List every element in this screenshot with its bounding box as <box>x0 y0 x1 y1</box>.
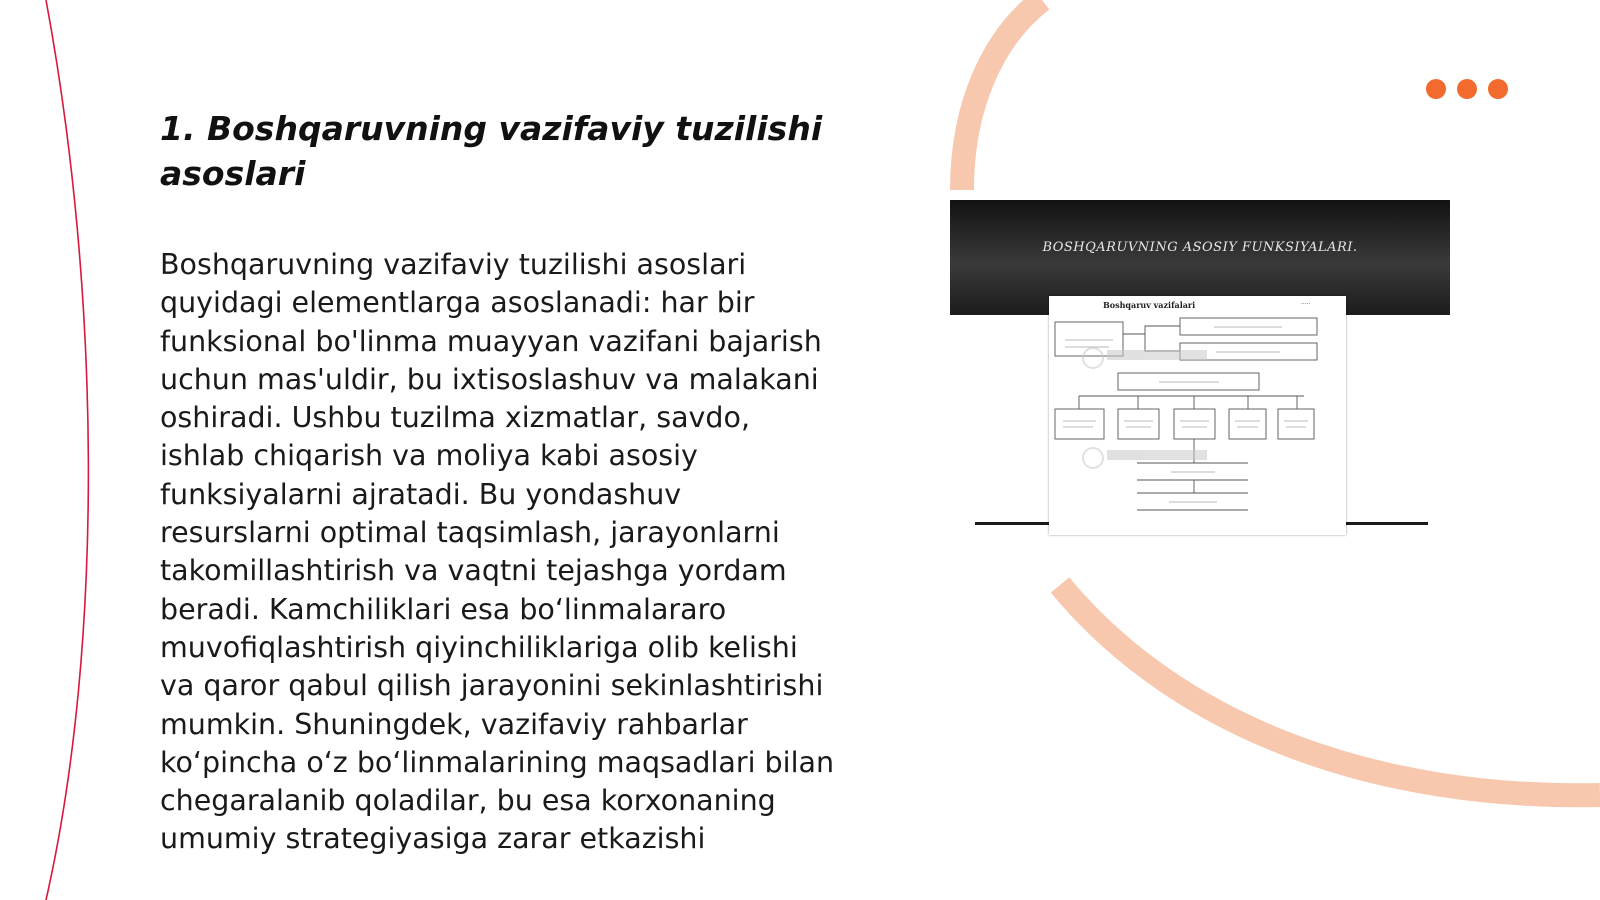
dot-1 <box>1426 79 1446 99</box>
dot-3 <box>1488 79 1508 99</box>
org-box-top-1 <box>1180 318 1317 335</box>
org-box-unit-3 <box>1174 409 1215 439</box>
image-baseline-right <box>1346 522 1428 525</box>
doc-heading: Boshqaruv vazifalari <box>1103 300 1196 310</box>
org-box-middle <box>1118 373 1259 390</box>
org-chart-image <box>950 200 1450 535</box>
doc-note: ····· <box>1301 301 1311 308</box>
menu-dots <box>1426 79 1508 99</box>
slide-title: 1. Boshqaruvning vazifaviy tuzilishi asoslari <box>160 109 823 193</box>
dot-2 <box>1457 79 1477 99</box>
org-box-unit-1 <box>1055 409 1104 439</box>
orange-ring-arc-bottom <box>1060 585 1600 795</box>
org-box-unit-5 <box>1278 409 1314 439</box>
org-chart-document <box>1049 296 1346 535</box>
org-chart-diagram <box>1049 296 1346 535</box>
left-red-curve <box>46 0 88 900</box>
slide-body-text: Boshqaruvning vazifaviy tuzilishi asoslari quyidagi elementlarga asoslanadi: har bir funksional bo'linma muayyan vazifani bajarish uchun mas'uldir, bu ixtisoslashuv va malakani oshiradi. Ushbu tuzilma xizmatlar, savdo, ishlab chiqarish va moliya kabi asosiy funksiyalarni ajratadi. Bu yondashuv resurslarni optimal taqsimlash, jarayonlarni takomillashtirish va vaqtni tejashga yordam beradi. Kamchiliklari esa bo‘linmalararo muvofiqlashtirish qiyinchiliklariga olib kelishi va qaror qabul qilish jarayonini sekinlashtirishi mumkin. Shuningdek, vazifaviy rahbarlar ko‘pincha o‘z bo‘linmalarining maqsadlari bilan chegaralanib qoladilar, bu esa korxonaning umumiy strategiyasiga zarar etkazishi <box>160 248 835 856</box>
image-baseline-left <box>975 522 1050 525</box>
image-header-title: BOSHQARUVNING ASOSIY FUNKSIYALARI. <box>1042 240 1358 255</box>
org-box-unit-2 <box>1118 409 1159 439</box>
orange-ring-arc-top <box>962 0 1042 190</box>
org-box-unit-4 <box>1229 409 1266 439</box>
